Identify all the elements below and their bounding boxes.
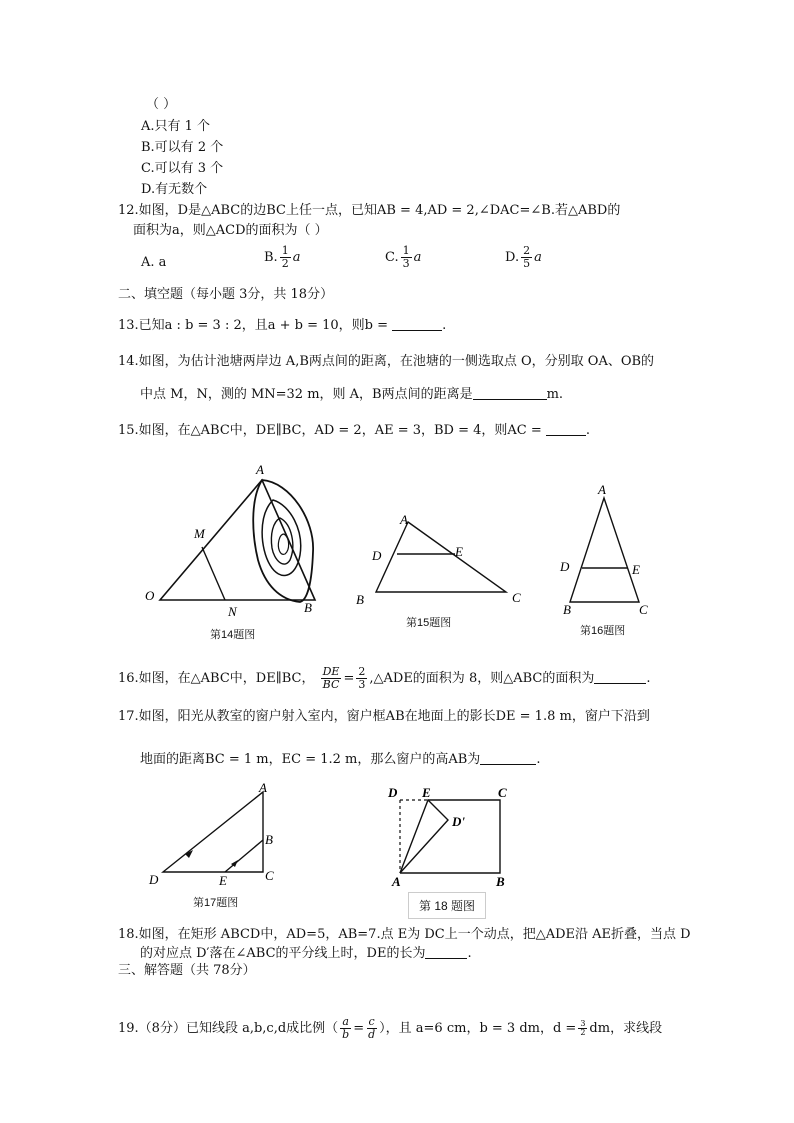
q11-option-c: C.可以有 3 个 xyxy=(141,161,224,176)
fig14-label-o: O xyxy=(145,588,155,603)
fig17-label-b: B xyxy=(265,832,273,847)
fig15-caption: 第15题图 xyxy=(406,617,452,629)
section-2-title: 二、填空题（每小题 3分，共 18分） xyxy=(118,287,334,302)
q11-option-b: B.可以有 2 个 xyxy=(141,140,224,155)
q18-line1: 18.如图，在矩形 ABCD中，AD=5，AB=7.点 E为 DC上一个动点，把△ADE沿 AE折叠，当点 D xyxy=(118,927,691,942)
q16: 16.如图，在△ABC中，DE∥BC， $\frac{DE}{BC}$ = $\frac{2}{3}$ ,△ADE的面积为 8，则△ABC的面积为 . xyxy=(118,665,651,691)
fig14-label-b: B xyxy=(304,600,312,615)
fig16-label-e: E xyxy=(632,562,640,577)
fig15-label-b: B xyxy=(356,592,364,607)
fig14-label-n: N xyxy=(228,604,237,619)
q15: 15.如图，在△ABC中，DE∥BC，AD = 2，AE = 3，BD = 4，则AC = . xyxy=(118,423,591,438)
fig17-caption: 第17题图 xyxy=(193,897,239,909)
fig15-label-d: D xyxy=(372,548,382,563)
fig17-label-d: D xyxy=(149,872,159,887)
fig18-label-b: B xyxy=(496,874,505,889)
fig17-label-a: A xyxy=(259,782,267,795)
q11-option-d: D.有无数个 xyxy=(141,182,208,197)
figure-14 xyxy=(140,460,330,625)
figure-18 xyxy=(380,780,520,895)
q11-paren: （ ） xyxy=(146,97,177,112)
fig14-label-m: M xyxy=(194,526,205,541)
fig16-label-c: C xyxy=(639,602,648,617)
fig18-label-dprime: D' xyxy=(452,814,465,829)
q12-line1: 12.如图，D是△ABC的边BC上任一点，已知AB = 4,AD = 2,∠DAC=∠B.若△ABD的 xyxy=(118,203,621,218)
section-3-title: 三、解答题（共 78分） xyxy=(118,963,256,978)
figure-17 xyxy=(145,782,285,892)
fig18-label-d: D xyxy=(388,785,398,800)
figure-15 xyxy=(350,508,530,608)
q13: 13.已知a : b = 3 : 2，且a + b = 10，则b = . xyxy=(118,318,447,333)
fig17-label-c: C xyxy=(265,868,274,883)
fig14-caption: 第14题图 xyxy=(210,629,256,641)
fig18-caption: 第 18 题图 xyxy=(408,892,486,919)
fig15-label-c: C xyxy=(512,590,521,605)
fig14-label-a: A xyxy=(256,462,264,477)
fig18-label-c: C xyxy=(498,785,507,800)
fig16-label-d: D xyxy=(560,559,570,574)
q18-line2: 的对应点 D′落在∠ABC的平分线上时，DE的长为 . xyxy=(140,946,472,961)
fig18-label-a: A xyxy=(392,874,401,889)
fig18-label-e: E xyxy=(422,785,431,800)
q17-line1: 17.如图，阳光从教室的窗户射入室内，窗户框AB在地面上的影长DE = 1.8 m，窗户下沿到 xyxy=(118,709,650,724)
q12-option-b: B. $\frac{1}{2}$ a xyxy=(264,244,301,270)
q12-option-c: C. $\frac{1}{3}$ a xyxy=(385,244,422,270)
fig16-label-a: A xyxy=(598,482,606,497)
q12-option-a: A. a xyxy=(141,255,167,270)
fig16-caption: 第16题图 xyxy=(580,625,626,637)
q12-option-d: D. $\frac{2}{5}$ a xyxy=(505,244,542,270)
q11-option-a: A.只有 1 个 xyxy=(141,119,211,134)
q19: 19.（8分）已知线段 a,b,c,d成比例（ $\frac{a}{b}$ = $\frac{c}{d}$ ），且 a=6 cm，b = 3 dm，d = $\frac{3}{2}$ dm，求线段 xyxy=(118,1015,663,1041)
q14-line2: 中点 M，N，测的 MN=32 m，则 A，B两点间的距离是 m. xyxy=(140,387,564,402)
fig16-label-b: B xyxy=(563,602,571,617)
fig15-label-e: E xyxy=(455,544,463,559)
figure-16 xyxy=(555,480,665,620)
q14-line1: 14.如图，为估计池塘两岸边 A,B两点间的距离，在池塘的一侧选取点 O，分别取 OA、OB的 xyxy=(118,354,655,369)
fig15-label-a: A xyxy=(400,512,408,527)
q17-line2: 地面的距离BC = 1 m，EC = 1.2 m，那么窗户的高AB为 . xyxy=(140,752,541,767)
fig17-label-e: E xyxy=(219,873,227,888)
q12-line2: 面积为a，则△ACD的面积为（ ） xyxy=(133,223,328,238)
